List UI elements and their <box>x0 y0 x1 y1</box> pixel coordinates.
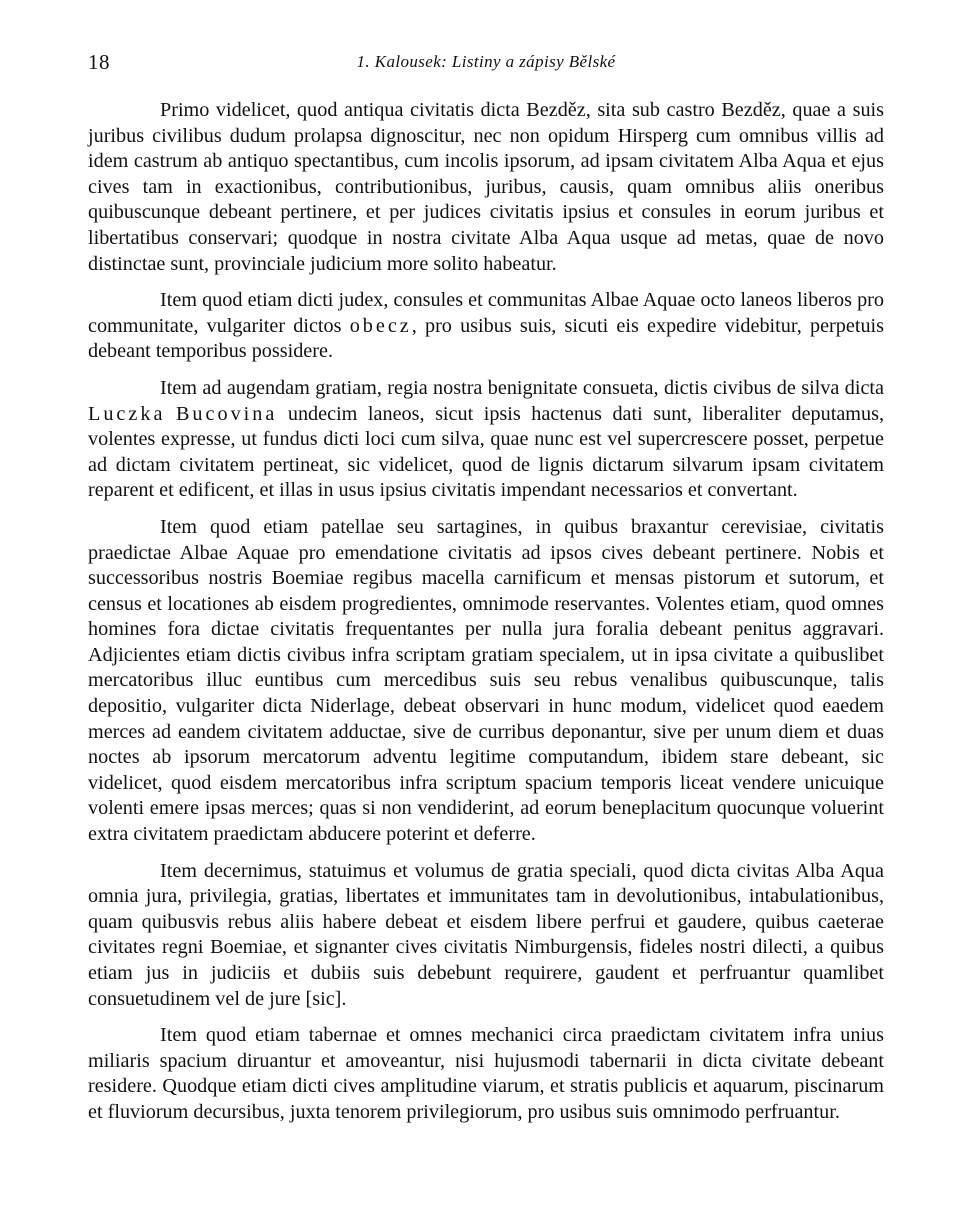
paragraph-2 <box>88 288 884 365</box>
paragraph-3-text-middle <box>165 403 176 425</box>
paragraph-3 <box>88 376 884 504</box>
paragraph-5: Item decernimus, statuimus et volumus de gratia speciali, quod dicta civitas Alba Aqua omnia jura, privilegia, gratias, libertates et immunitates tam in devolutionibus, intabulationibus, quam quibusvis rebus aliis habere debeat et eisdem libere perfrui et gaudere, quibus caeterae civitates regni Boemiae, et signanter cives civitatis Nimburgensis, fideles nostri dilecti, a quibus etiam jus in judiciis et dubiis suis debebunt requirere, gaudent et perfruantur quamlibet consuetudinem vel de jure [sic]. <box>88 859 884 1010</box>
paragraph-1: Primo videlicet, quod antiqua civitatis dicta Bezděz, sita sub castro Bezděz, quae a suis juribus civilibus dudum prolapsa dignoscitur, nec non opidum Hirsperg cum omnibus villis ad idem castrum ab antiquo spectantibus, cum incolis ipsorum, ad ipsam civitatem Alba Aqua et ejus cives tam in exactionibus, contributionibus, juribus, causis, quam omnibus aliis oneribus quibuscunque debeant pertinere, et per judices civitatis ipsius et consules in eorum juribus et libertatibus conservari; quodque in nostra civitate Alba Aqua usque ad metas, quae de novo distinctae sunt, provinciale judicium more solito habeatur. <box>88 99 884 275</box>
paragraph-2-text-after: , pro usibus suis, sicuti eis expedire videbitur, perpetuis debeant temporibus possidere. <box>88 314 885 363</box>
paragraph-6: Item quod etiam tabernae et omnes mechanici circa praedictam civitatem infra unius miliaris spacium diruantur et amoveantur, nisi hujusmodi tabernarii in dicta civitate debeant residere. Quodque etiam dicti cives amplitudine viarum, et stratis publicis et aquarum, piscinarum et fluviorum decursibus, juxta tenorem privilegiorum, pro usibus suis omnimodo perfruantur. <box>88 1024 884 1123</box>
page-number: 18 <box>88 50 110 74</box>
spaced-term-obecz: obecz <box>349 314 412 337</box>
body-text <box>88 98 884 1126</box>
paragraph-2-text-before: Item quod etiam dicti judex, consules et communitas Albae Aquae octo laneos liberos pro communitate, vulgariter dictos <box>88 289 884 337</box>
paragraph-3-text-after: undecim laneos, sicut ipsis hactenus dati sunt, liberaliter deputamus, volentes expresse, ut fundus dicti loci cum silva, quae nunc est vel supercrescere posset, perpetue ad dictam civitatem pertineat, sic videlicet, quod de lignis dictarum silvarum ipsam civitatem reparent et edificent, et illas in usus ipsius civitatis impendant necessarios et convertant. <box>88 402 885 502</box>
spaced-term-luczka: Luczka <box>88 402 166 425</box>
running-head <box>88 48 884 76</box>
paragraph-3-text-before: Item ad augendam gratiam, regia nostra benignitate consueta, dictis civibus de silva dicta <box>160 376 884 399</box>
spaced-term-bucovina: Bucovina <box>175 402 278 425</box>
paragraph-4: Item quod etiam patellae seu sartagines, in quibus braxantur cerevisiae, civitatis praedictae Albae Aquae pro emendatione civitatis ad ipsos cives debeant pertinere. Nobis et successoribus nostris Boemiae regibus macella carnificum et mensas pistorum et sutorum, et census et locationes ab eisdem progredientes, omnimode reservantes. Volentes etiam, quod omnes homines fora dictae civitatis frequentantes per nulla jura foralia debeant penitus aggravari. Adjicientes etiam dictis civibus infra scriptam gratiam specialem, ut in ipsa civitate a quibuslibet mercatoribus illuc euntibus cum mercedibus suis seu rebus venalibus quibuscunque, talis depositio, vulgariter dicta Niderlage, debeat observari in hunc modum, videlicet quod eaedem merces ad eandem civitatem adductae, sive de curribus deponantur, sive per unum diem et duas noctes ab ipsorum mercatorum adventu legitime computandum, ibidem stare debeant, sic videlicet, quod eisdem mercatoribus infra scriptum spacium temporis liceat vendere unicuique volenti emere ipsas merces; quas si non vendiderint, ad eorum beneplacitum quocunque voluerint extra civitatem praedictam abducere poterint et deferre. <box>88 515 884 846</box>
running-title: 1. Kalousek: Listiny a zápisy Bělské <box>356 52 616 71</box>
